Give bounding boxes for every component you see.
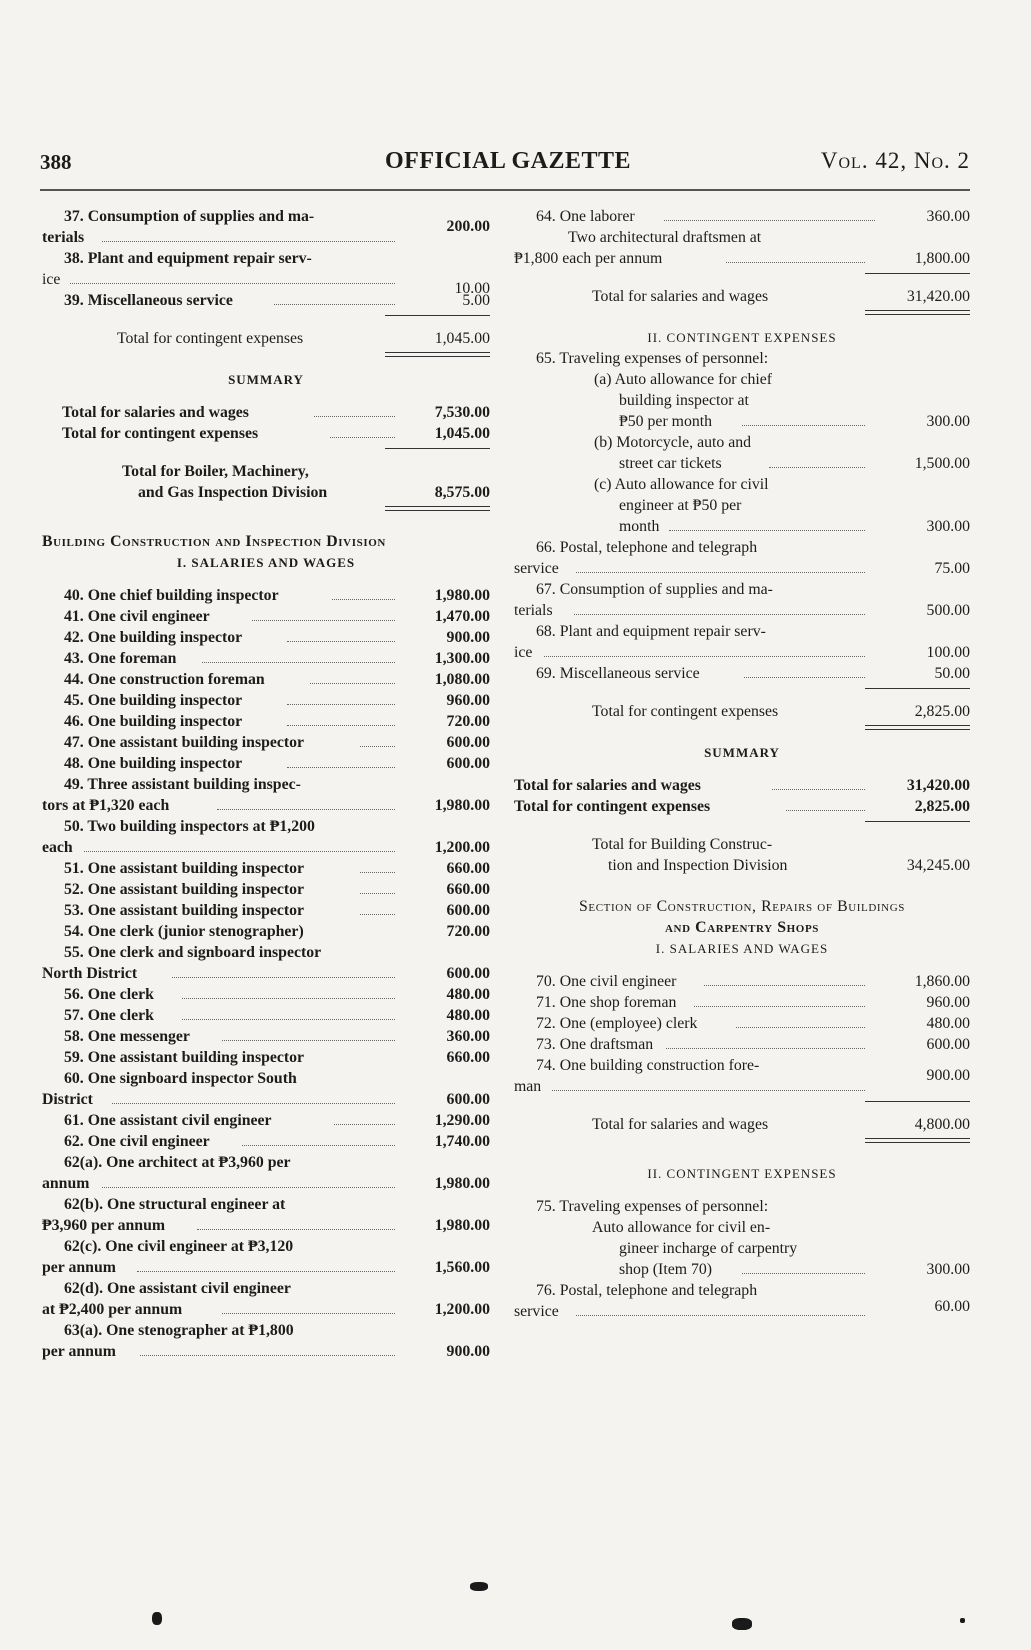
right-column: [514, 206, 970, 1322]
leader-dots: [274, 304, 395, 305]
line-item: [42, 1152, 490, 1194]
item-amount: 600.00: [446, 965, 490, 982]
item-label-cont: month: [619, 518, 660, 535]
item-amount: 600.00: [446, 902, 490, 919]
item-amount: 660.00: [446, 881, 490, 898]
leader-dots: [330, 437, 395, 438]
item-label: 72. One (employee) clerk: [536, 1015, 698, 1032]
item-label: 63(a). One stenographer at ₱1,800: [64, 1322, 294, 1339]
leader-dots: [736, 1027, 865, 1028]
item-label: 38. Plant and equipment repair serv-: [64, 250, 312, 267]
volume-number: Vol. 42, No. 2: [820, 148, 970, 173]
line-item-cont: [514, 390, 970, 411]
line-item: [514, 1196, 970, 1217]
line-item: [42, 753, 490, 774]
leader-dots: [172, 977, 395, 978]
total-row: [42, 328, 490, 349]
total-label: Total for Boiler, Machinery,: [122, 463, 309, 480]
line-item: [42, 585, 490, 606]
line-item: [514, 1013, 970, 1034]
summary-heading: SUMMARY: [228, 372, 304, 387]
item-label: 62(d). One assistant civil engineer: [64, 1280, 291, 1297]
header-rule: [40, 189, 970, 191]
summary-row: [42, 402, 490, 423]
item-amount: 5.00: [462, 292, 490, 309]
item-label-cont: engineer at ₱50 per: [619, 497, 742, 514]
line-item: [42, 1005, 490, 1026]
total-amount: 2,825.00: [914, 703, 970, 720]
item-label: 59. One assistant building inspector: [64, 1049, 305, 1066]
total-amount: 8,575.00: [434, 484, 490, 501]
leader-dots: [360, 872, 395, 873]
line-item: [42, 1110, 490, 1131]
item-amount: 1,860.00: [914, 973, 970, 990]
leader-dots: [287, 641, 395, 642]
leader-dots: [576, 1315, 865, 1316]
item-label: 58. One messenger: [64, 1028, 190, 1045]
item-label: (b) Motorcycle, auto and: [594, 434, 752, 451]
publication-title: OFFICIAL GAZETTE: [385, 148, 632, 174]
leader-dots: [334, 1124, 395, 1125]
line-item: [514, 579, 970, 621]
item-label: 62(a). One architect at ₱3,960 per: [64, 1154, 291, 1171]
summary-label: Total for contingent expenses: [62, 425, 259, 442]
leader-dots: [552, 1090, 865, 1091]
summary-row: [514, 775, 970, 796]
item-amount: 1,080.00: [434, 671, 490, 688]
summary-amount: 7,530.00: [434, 404, 490, 421]
line-item: [42, 606, 490, 627]
item-label: 75. Traveling expenses of personnel:: [536, 1198, 769, 1215]
item-label: 44. One construction foreman: [64, 671, 265, 688]
ink-speck: [152, 1612, 162, 1625]
line-item: [42, 732, 490, 753]
item-amount: 480.00: [446, 1007, 490, 1024]
leader-dots: [360, 893, 395, 894]
item-amount: 1,560.00: [434, 1259, 490, 1276]
item-label: 64. One laborer: [536, 208, 635, 225]
item-label: 49. Three assistant building inspec-: [64, 776, 301, 793]
item-label-cont: per annum: [42, 1259, 116, 1276]
line-item-cont: [514, 516, 970, 537]
line-item: [514, 1034, 970, 1055]
leader-dots: [332, 599, 395, 600]
leader-dots: [786, 810, 865, 811]
item-amount: 480.00: [926, 1015, 970, 1032]
line-item: [42, 816, 490, 858]
line-item: [42, 858, 490, 879]
leader-dots: [182, 1019, 395, 1020]
item-label: 50. Two building inspectors at ₱1,200: [64, 818, 315, 835]
line-item: [514, 474, 970, 495]
summary-row: [42, 423, 490, 444]
leader-dots: [769, 467, 865, 468]
item-label-cont: man: [514, 1078, 542, 1095]
item-label: 39. Miscellaneous service: [64, 292, 233, 309]
item-amount: 1,290.00: [434, 1112, 490, 1129]
item-label: 74. One building construction fore-: [536, 1057, 760, 1074]
subsection-heading: I. SALARIES AND WAGES: [655, 941, 829, 956]
line-item-cont: [514, 495, 970, 516]
item-label-cont: building inspector at: [619, 392, 749, 409]
line-item: [514, 206, 970, 227]
item-label: 53. One assistant building inspector: [64, 902, 305, 919]
total-label: Total for contingent expenses: [592, 703, 779, 720]
item-label: 69. Miscellaneous service: [536, 665, 700, 682]
item-label: 48. One building inspector: [64, 755, 243, 772]
item-amount: 1,980.00: [434, 1217, 490, 1234]
line-item: [514, 348, 970, 369]
item-label-cont: annum: [42, 1175, 90, 1192]
leader-dots: [744, 677, 865, 678]
summary-label: Total for contingent expenses: [514, 798, 711, 815]
leader-dots: [140, 1355, 395, 1356]
leader-dots: [242, 1145, 395, 1146]
item-label: Two architectural draftsmen at: [568, 229, 762, 246]
line-item: [42, 1026, 490, 1047]
line-item: [42, 206, 490, 248]
leader-dots: [360, 914, 395, 915]
total-label: Total for Building Construc-: [592, 836, 773, 853]
item-label: 51. One assistant building inspector: [64, 860, 305, 877]
item-label-cont: District: [42, 1091, 93, 1108]
item-label: 52. One assistant building inspector: [64, 881, 305, 898]
leader-dots: [726, 262, 865, 263]
line-item: [514, 992, 970, 1013]
line-item: [42, 669, 490, 690]
leader-dots: [112, 1103, 395, 1104]
page-number: 388: [40, 150, 72, 174]
line-item: [514, 227, 970, 269]
leader-dots: [574, 614, 865, 615]
line-item: [514, 621, 970, 663]
item-label: 55. One clerk and signboard inspector: [64, 944, 322, 961]
summary-amount: 31,420.00: [906, 777, 970, 794]
line-item: [42, 1236, 490, 1278]
ink-speck: [470, 1582, 488, 1591]
item-label: 46. One building inspector: [64, 713, 243, 730]
line-item: [42, 1320, 490, 1362]
line-item: [42, 900, 490, 921]
item-amount: 1,800.00: [914, 250, 970, 267]
item-label-cont: per annum: [42, 1343, 116, 1360]
leader-dots: [694, 1006, 865, 1007]
leader-dots: [772, 789, 865, 790]
total-amount: 1,045.00: [434, 330, 490, 347]
item-label-cont: ₱1,800 each per annum: [514, 250, 663, 267]
item-label-cont: at ₱2,400 per annum: [42, 1301, 183, 1318]
summary-amount: 2,825.00: [914, 798, 970, 815]
total-label: Total for salaries and wages: [592, 288, 769, 305]
line-item: [42, 648, 490, 669]
item-label: 54. One clerk (junior stenographer): [64, 923, 304, 940]
line-item-cont: [514, 1238, 970, 1259]
item-amount: 600.00: [926, 1036, 970, 1053]
summary-row: [514, 796, 970, 817]
section-heading: Section of Construction, Repairs of Buildings: [579, 898, 905, 915]
item-label: 45. One building inspector: [64, 692, 243, 709]
item-label: 70. One civil engineer: [536, 973, 677, 990]
summary-label: Total for salaries and wages: [62, 404, 249, 421]
line-item: [42, 627, 490, 648]
leader-dots: [666, 1048, 865, 1049]
line-item: [514, 369, 970, 390]
item-label-cont: service: [514, 1303, 559, 1320]
item-amount: 900.00: [446, 1343, 490, 1360]
item-label: 62(b). One structural engineer at: [64, 1196, 286, 1213]
item-amount: 300.00: [926, 518, 970, 535]
item-amount: 1,740.00: [434, 1133, 490, 1150]
division-total: [42, 461, 490, 503]
item-label: 66. Postal, telephone and telegraph: [536, 539, 758, 556]
leader-dots: [222, 1040, 395, 1041]
line-item-cont: [514, 453, 970, 474]
leader-dots: [669, 530, 865, 531]
item-label-cont: service: [514, 560, 559, 577]
item-label: 40. One chief building inspector: [64, 587, 279, 604]
item-label-cont: ₱3,960 per annum: [42, 1217, 166, 1234]
item-label-cont: ice: [42, 271, 61, 288]
line-item-cont: [514, 411, 970, 432]
item-amount: 60.00: [934, 1298, 970, 1315]
item-amount: 960.00: [446, 692, 490, 709]
item-amount: 1,980.00: [434, 797, 490, 814]
leader-dots: [314, 416, 395, 417]
leader-dots: [197, 1229, 395, 1230]
line-item: [42, 690, 490, 711]
item-label: 73. One draftsman: [536, 1036, 654, 1053]
item-label: 71. One shop foreman: [536, 994, 677, 1011]
subsection-heading: II. CONTINGENT EXPENSES: [647, 1166, 837, 1181]
item-amount: 1,470.00: [434, 608, 490, 625]
total-label-cont: and Gas Inspection Division: [138, 484, 328, 501]
line-item: [42, 921, 490, 942]
item-amount: 200.00: [446, 218, 490, 235]
line-item-cont: [514, 1217, 970, 1238]
item-amount: 1,980.00: [434, 587, 490, 604]
item-label: 57. One clerk: [64, 1007, 154, 1024]
leader-dots: [310, 683, 395, 684]
line-item: [514, 971, 970, 992]
item-amount: 900.00: [926, 1067, 970, 1084]
item-amount: 480.00: [446, 986, 490, 1003]
item-label: 68. Plant and equipment repair serv-: [536, 623, 766, 640]
total-label-cont: tion and Inspection Division: [608, 857, 788, 874]
line-item: [42, 1047, 490, 1068]
subsection-heading: I. SALARIES AND WAGES: [176, 555, 356, 570]
line-item: [42, 1194, 490, 1236]
leader-dots: [84, 851, 395, 852]
leader-dots: [137, 1271, 395, 1272]
section-heading: Building Construction and Inspection Division: [42, 533, 386, 550]
total-row: [514, 1114, 970, 1135]
item-label-cont: terials: [514, 602, 553, 619]
line-item: [42, 711, 490, 732]
item-amount: 50.00: [934, 665, 970, 682]
item-label-cont: ice: [514, 644, 533, 661]
leader-dots: [182, 998, 395, 999]
line-item: [514, 1055, 970, 1097]
line-item: [42, 1068, 490, 1110]
item-label-cont: gineer incharge of carpentry: [619, 1240, 798, 1257]
item-label: 65. Traveling expenses of personnel:: [536, 350, 769, 367]
total-amount: 31,420.00: [906, 288, 970, 305]
total-amount: 4,800.00: [914, 1116, 970, 1133]
item-amount: 600.00: [446, 734, 490, 751]
item-label: 56. One clerk: [64, 986, 154, 1003]
line-item: [514, 537, 970, 579]
subsection-heading: II. CONTINGENT EXPENSES: [647, 330, 837, 345]
item-label-cont: shop (Item 70): [619, 1261, 713, 1278]
item-amount: 1,200.00: [434, 839, 490, 856]
left-column: [42, 206, 490, 1362]
leader-dots: [102, 241, 395, 242]
line-item: [514, 1280, 970, 1322]
item-label: (c) Auto allowance for civil: [594, 476, 769, 493]
item-label-cont: each: [42, 839, 73, 856]
leader-dots: [222, 1313, 395, 1314]
total-row: [514, 286, 970, 307]
item-amount: 600.00: [446, 1091, 490, 1108]
item-label: 61. One assistant civil engineer: [64, 1112, 272, 1129]
line-item: [42, 1131, 490, 1152]
leader-dots: [360, 746, 395, 747]
ink-speck: [960, 1618, 965, 1623]
item-label-cont: North District: [42, 965, 138, 982]
item-amount: 720.00: [446, 713, 490, 730]
item-amount: 10.00: [454, 280, 490, 297]
leader-dots: [664, 220, 875, 221]
leader-dots: [287, 704, 395, 705]
item-amount: 75.00: [934, 560, 970, 577]
item-amount: 660.00: [446, 860, 490, 877]
item-amount: 360.00: [446, 1028, 490, 1045]
item-amount: 500.00: [926, 602, 970, 619]
item-label-cont: ₱50 per month: [619, 413, 713, 430]
line-item: [42, 774, 490, 816]
division-total: [514, 834, 970, 876]
item-amount: 960.00: [926, 994, 970, 1011]
item-label-cont: terials: [42, 229, 85, 246]
item-amount: 1,300.00: [434, 650, 490, 667]
line-item: [42, 248, 490, 297]
item-label: 47. One assistant building inspector: [64, 734, 305, 751]
item-label: 42. One building inspector: [64, 629, 243, 646]
item-label: 62. One civil engineer: [64, 1133, 210, 1150]
item-amount: 300.00: [926, 413, 970, 430]
leader-dots: [742, 1273, 865, 1274]
summary-heading: SUMMARY: [704, 745, 780, 760]
item-amount: 360.00: [926, 208, 970, 225]
summary-amount: 1,045.00: [434, 425, 490, 442]
total-row: [514, 701, 970, 722]
total-label: Total for salaries and wages: [592, 1116, 769, 1133]
leader-dots: [287, 767, 395, 768]
line-item-cont: [514, 1259, 970, 1280]
line-item: [42, 290, 490, 311]
item-label: 60. One signboard inspector South: [64, 1070, 297, 1087]
item-label: 62(c). One civil engineer at ₱3,120: [64, 1238, 294, 1255]
leader-dots: [576, 572, 865, 573]
line-item: [42, 1278, 490, 1320]
item-label: 41. One civil engineer: [64, 608, 210, 625]
item-label-cont: street car tickets: [619, 455, 722, 472]
page-header: [40, 148, 970, 180]
total-amount: 34,245.00: [906, 857, 970, 874]
line-item: [514, 663, 970, 684]
item-amount: 1,200.00: [434, 1301, 490, 1318]
leader-dots: [252, 620, 395, 621]
item-label: 76. Postal, telephone and telegraph: [536, 1282, 758, 1299]
leader-dots: [102, 1187, 395, 1188]
section-heading-cont: and Carpentry Shops: [665, 919, 819, 936]
leader-dots: [287, 725, 395, 726]
ink-speck: [732, 1618, 752, 1630]
item-amount: 1,500.00: [914, 455, 970, 472]
leader-dots: [742, 425, 865, 426]
item-amount: 100.00: [926, 644, 970, 661]
leader-dots: [217, 809, 395, 810]
item-amount: 1,980.00: [434, 1175, 490, 1192]
line-item: [42, 984, 490, 1005]
item-amount: 660.00: [446, 1049, 490, 1066]
line-item: [42, 942, 490, 984]
item-label: 43. One foreman: [64, 650, 177, 667]
item-amount: 600.00: [446, 755, 490, 772]
leader-dots: [202, 662, 395, 663]
line-item: [514, 432, 970, 453]
item-label-cont: Auto allowance for civil en-: [592, 1219, 771, 1236]
leader-dots: [704, 985, 865, 986]
item-label-cont: tors at ₱1,320 each: [42, 797, 170, 814]
line-item: [42, 879, 490, 900]
leader-dots: [70, 283, 395, 284]
item-amount: 900.00: [446, 629, 490, 646]
total-label: Total for contingent expenses: [117, 330, 304, 347]
item-label: 37. Consumption of supplies and ma-: [64, 208, 315, 225]
item-amount: 300.00: [926, 1261, 970, 1278]
leader-dots: [544, 656, 865, 657]
item-label: (a) Auto allowance for chief: [594, 371, 773, 388]
item-label: 67. Consumption of supplies and ma-: [536, 581, 773, 598]
summary-label: Total for salaries and wages: [514, 777, 701, 794]
item-amount: 720.00: [446, 923, 490, 940]
